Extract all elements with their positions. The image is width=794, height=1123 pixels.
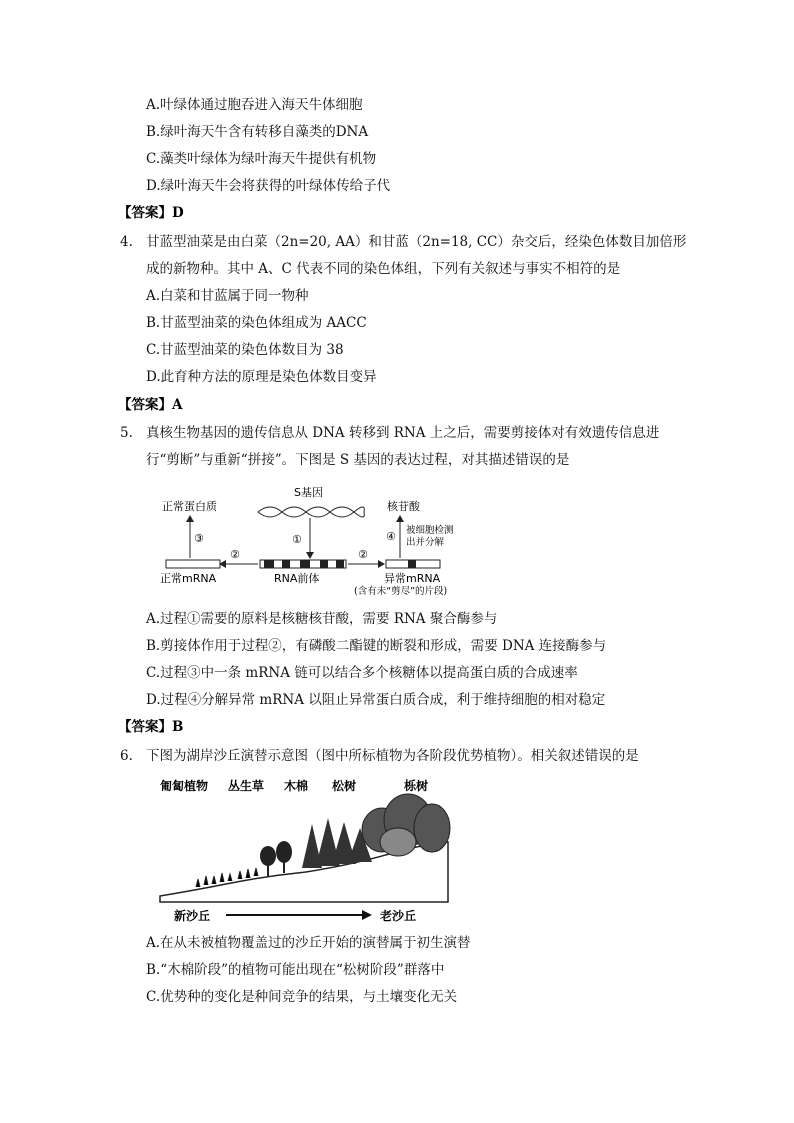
q3-answer (118, 204, 184, 222)
gene-expression-diagram (150, 482, 480, 600)
pine-trees (302, 818, 372, 868)
cottonwood-trees (260, 841, 292, 876)
new-dune-label: 新沙丘 (174, 909, 211, 922)
dune-succession-diagram (156, 772, 456, 922)
plant-label-pine: 松树 (332, 779, 357, 793)
q5-text-line1: 真核生物基因的遗传信息从 DNA 转移到 RNA 上之后，需要剪接体对有效遗传信息进 (146, 425, 660, 441)
answer-label: 【答案】 (118, 719, 172, 735)
step2-left-label: ② (230, 548, 240, 561)
q6-option-a: A.在从未被植物覆盖过的沙丘开始的演替属于初生演替 (146, 935, 471, 951)
rna-precursor-bar (260, 560, 346, 568)
q3-option-c: C.藻类叶绿体为绿叶海天牛提供有机物 (146, 151, 377, 167)
q4-option-a: A.白菜和甘蓝属于同一物种 (146, 288, 309, 304)
answer-value: D (172, 205, 184, 221)
q6-option-b: B.“木棉阶段”的植物可能出现在“松树阶段”群落中 (146, 962, 445, 978)
step1-label: ① (292, 533, 302, 546)
detect-label-1: 被细胞检测 (406, 525, 454, 536)
q3-option-b: B.绿叶海天牛含有转移自藻类的DNA (146, 124, 369, 140)
normal-protein-label: 正常蛋白质 (162, 500, 217, 513)
q6-text-line1: 下图为湖岸沙丘演替示意图（图中所标植物为各阶段优势植物）。相关叙述错误的是 (146, 748, 639, 764)
normal-mrna-bar (166, 560, 220, 568)
plant-label-grass: 丛生草 (228, 779, 265, 793)
q4-option-b: B.甘蓝型油菜的染色体组成为 AACC (146, 315, 367, 331)
q4-option-d: D.此育种方法的原理是染色体数目变异 (146, 369, 377, 385)
answer-value: B (172, 719, 184, 735)
q5-option-a: A.过程①需要的原料是核糖核苷酸，需要 RNA 聚合酶参与 (146, 611, 498, 627)
q6-number: 6. (120, 748, 133, 764)
abnormal-mrna-bar (386, 560, 440, 568)
step2-right-label: ② (358, 548, 368, 561)
q3-option-a: A.叶绿体通过胞吞进入海天牛体细胞 (146, 97, 363, 113)
q5-option-c: C.过程③中一条 mRNA 链可以结合多个核糖体以提高蛋白质的合成速率 (146, 665, 578, 681)
detect-label-2: 出并分解 (406, 537, 445, 548)
q4-answer (118, 396, 182, 414)
q4-text-line1: 甘蓝型油菜是由白菜（2n=20, AA）和甘蓝（2n=18, CC）杂交后，经染色体数目加倍形 (146, 234, 687, 250)
q5-option-d: D.过程④分解异常 mRNA 以阻止异常蛋白质合成，利于维持细胞的相对稳定 (146, 692, 606, 708)
answer-label: 【答案】 (118, 205, 172, 221)
rna-precursor-label: RNA前体 (274, 572, 320, 585)
plant-label-creeping: 匍匐植物 (160, 779, 209, 793)
normal-mrna-label: 正常mRNA (160, 572, 217, 585)
answer-label: 【答案】 (118, 397, 172, 413)
abnormal-mrna-note: (含有未“剪尽”的片段) (354, 586, 448, 597)
abnormal-mrna-label: 异常mRNA (384, 572, 441, 585)
q6-option-c: C.优势种的变化是种间竞争的结果，与土壤变化无关 (146, 989, 458, 1005)
step4-label: ④ (386, 530, 396, 543)
old-dune-label: 老沙丘 (380, 909, 417, 922)
s-gene-label: S基因 (294, 486, 323, 499)
dna-helix (258, 507, 364, 517)
q4-option-c: C.甘蓝型油菜的染色体数目为 38 (146, 342, 344, 358)
q5-text-line2: 行“剪断”与重新“拼接”。下图是 S 基因的表达过程，对其描述错误的是 (146, 452, 570, 468)
plant-label-cottonwood: 木棉 (284, 779, 309, 793)
answer-value: A (172, 397, 183, 413)
q4-number: 4. (120, 234, 133, 250)
nucleotide-label: 核苷酸 (387, 500, 420, 513)
plant-label-oak: 栎树 (404, 779, 429, 793)
oak-trees (362, 794, 450, 856)
q3-option-d: D.绿叶海天牛会将获得的叶绿体传给子代 (146, 178, 391, 194)
step3-label: ③ (194, 532, 204, 545)
q5-option-b: B.剪接体作用于过程②，有磷酸二酯键的断裂和形成，需要 DNA 连接酶参与 (146, 638, 607, 654)
q4-text-line2: 成的新物种。其中 A、C 代表不同的染色体组，下列有关叙述与事实不相符的是 (146, 261, 621, 277)
q5-answer (118, 718, 183, 736)
q5-number: 5. (120, 425, 133, 441)
